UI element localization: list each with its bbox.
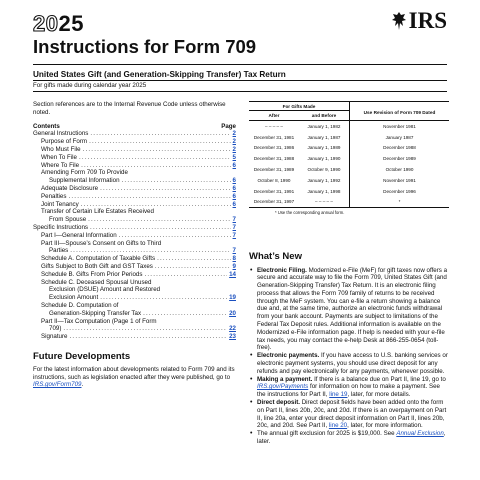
whats-new-item-text: Modernized e-File (MeF) for gift taxes now offers a secure and accurate way to file the Form 709, United States Gift (and Generation-Skipping Transfer) Tax Return. It is an electronic filing process that allows the Form 709 family of returns to be received through the MeF system. You can e-file a return showing a balance due and, at the same time, authorize an electronic funds withdrawal from your bank account. Payments are subject to limitations of the Federal Tax Deposit rules. Additional information is available on the Modernized e-File information page. If help is needed with your e-file tax needs, you may contact the e-help Desk at 866-255-0654 (toll-free). [257,266,448,352]
group-header: For Gifts Made [249,102,349,111]
form-subtitle: United States Gift (and Generation-Skipping Transfer) Tax Return [33,70,286,79]
toc-entry [33,208,236,216]
toc-page-link[interactable]: 7 [232,216,236,224]
toc-entry[interactable] [33,310,236,318]
whats-new-item-title: Making a payment. [257,375,313,383]
cell-revision: December 1988 [349,143,449,154]
table-row [249,197,449,208]
whats-new-item-title: Electronic payments. [257,352,320,360]
header-divider [33,91,447,92]
toc-page-link[interactable]: 7 [232,247,236,255]
toc-page-link[interactable]: 6 [232,177,236,185]
whats-new-item [249,399,449,430]
future-text-end: . [81,381,84,389]
toc-entry[interactable] [33,247,236,255]
revision-table-body [249,121,449,207]
table-row [249,175,449,186]
toc-entry-text: Where To File [41,161,80,169]
toc-entry[interactable] [33,177,236,185]
whats-new-link[interactable]: IRS.gov/Payments [257,383,309,391]
cell-revision: November 1981 [349,121,449,132]
cell-before: January 1, 1987 [307,134,341,140]
gifts-made-header [249,102,349,120]
table-of-contents [33,130,236,341]
toc-entry-text: Specific Instructions [33,223,89,231]
toc-entry-text: Penalties [41,192,67,200]
table-row [249,153,449,164]
cell-before: January 1, 1998 [307,188,341,194]
toc-entry-text: Who Must File [41,145,81,153]
revision-table-header [249,102,449,121]
toc-page-link[interactable]: 22 [229,325,236,333]
whats-new-line-link[interactable]: line 19 [329,391,348,399]
toc-entry[interactable] [33,154,236,162]
toc-entry [33,286,236,294]
toc-entry [33,318,236,326]
cell-after: December 31, 1989 [253,167,295,173]
table-row [249,143,449,154]
cell-before: January 1, 1982 [307,123,341,129]
toc-entry-text: Schedule D. Computation of [41,301,119,309]
toc-entry[interactable] [33,333,236,341]
whats-new-item-text: , later. [257,430,446,446]
toc-leader-dots [81,162,230,170]
toc-leader-dots [68,193,230,201]
whats-new-item-title: Electronic Filing. [257,266,307,274]
cell-after: October 8, 1990 [257,177,291,183]
toc-page-link[interactable]: 9 [232,262,236,270]
toc-page-link[interactable]: 19 [229,294,236,302]
toc-entry[interactable] [33,325,236,333]
sub-header [249,111,349,120]
toc-entry [33,240,236,248]
toc-leader-dots [89,138,230,146]
future-text: For the latest information about developments related to Form 709 and its instructions, such as legislation enacted after they were published, go to [33,365,235,381]
toc-entry-text: Supplemental Information [49,177,120,185]
toc-page-link[interactable]: 6 [232,200,236,208]
toc-entry[interactable] [33,138,236,146]
toc-entry-text: Part I—General Information [41,231,117,239]
cell-revision: October 1990 [349,164,449,175]
toc-page-link[interactable]: 23 [229,333,236,341]
toc-leader-dots [122,177,231,185]
toc-entry[interactable] [33,294,236,302]
table-footnote: * Use the corresponding annual form. [249,207,449,215]
whats-new-item-text: , later, for more information. [347,422,423,430]
table-row [249,186,449,197]
toc-leader-dots [157,255,230,263]
whats-new-item-title: Direct deposit. [257,399,300,407]
toc-entry-text: General Instructions [33,130,89,138]
title-divider [33,64,447,65]
toc-entry[interactable] [33,271,236,279]
whats-new-list [249,267,449,446]
cell-after: December 31, 1986 [253,145,295,151]
col-before: and Before [311,113,337,118]
toc-entry [33,279,236,287]
toc-entry-text: Amending Form 709 To Provide [41,169,128,177]
toc-entry[interactable] [33,201,236,209]
cell-revision: December 1989 [349,153,449,164]
cell-before: – – – – – [315,199,333,205]
toc-entry-text: Part II—Tax Computation (Page 1 of Form [41,317,157,325]
toc-entry[interactable] [33,224,236,232]
page-title: Instructions for Form 709 [33,36,257,57]
toc-entry[interactable] [33,216,236,224]
toc-entry-text: Exclusion (DSUE) Amount and Restored [49,286,161,294]
whats-new-item [249,430,449,446]
toc-entry-text: Adequate Disclosure [41,184,99,192]
toc-entry-text: Schedule C. Deceased Spousal Unused [41,278,152,286]
toc-entry [33,302,236,310]
cell-before: January 1, 1992 [307,177,341,183]
toc-leader-dots [144,271,227,279]
toc-page-link[interactable]: 2 [232,138,236,146]
toc-entry-text: Exclusion Amount [49,294,99,302]
cell-before: January 1, 1990 [307,156,341,162]
toc-entry-text: From Spouse [49,216,87,224]
toc-leader-dots [81,201,231,209]
whats-new-item-text: If you have access to U.S. banking services or electronic payment systems, you should use direct deposit for any refunds and pay electronically for any payments, whenever possible. [257,352,448,375]
toc-page-link[interactable]: 14 [229,270,236,278]
toc-leader-dots [70,247,230,255]
whats-new-item-text: If there is a balance due on Part II, line 19, go to [312,375,446,383]
cell-after: December 31, 1981 [253,134,295,140]
toc-entry-text: Purpose of Form [41,138,88,146]
toc-leader-dots [90,224,231,232]
toc-page-link[interactable]: 2 [232,130,236,138]
toc-entry-text: Generation-Skipping Transfer Tax [49,309,142,317]
whats-new-link[interactable]: Annual Exclusion [396,430,444,438]
toc-entry[interactable] [33,232,236,240]
toc-leader-dots [155,263,231,271]
contents-page-heading: Page [221,122,236,130]
whats-new-item [249,267,449,353]
toc-entry-text: 709) [49,325,62,333]
toc-entry-text: When To File [41,153,77,161]
col-revision: Use Revision of Form 709 Dated [349,102,449,120]
cell-after: December 31, 1991 [253,188,295,194]
cell-revision: December 1996 [349,186,449,197]
whats-new-item-text: , later, for more details. [347,391,411,399]
toc-leader-dots [100,294,227,302]
toc-entry[interactable] [33,255,236,263]
toc-page-link[interactable]: 6 [232,161,236,169]
toc-leader-dots [88,216,230,224]
cell-before: October 9, 1990 [307,167,341,173]
irs-logo-text: IRS [408,8,447,33]
toc-entry-text: Schedule A. Computation of Taxable Gifts [41,255,156,263]
toc-entry[interactable] [33,146,236,154]
form-year [33,13,84,35]
form709-link[interactable]: IRS.gov/Form709 [33,381,82,389]
toc-leader-dots [119,232,231,240]
toc-page-link[interactable]: 6 [232,192,236,200]
toc-page-link[interactable]: 7 [232,223,236,231]
year-outline: 20 [33,11,59,36]
toc-leader-dots [90,130,230,138]
cell-before: January 1, 1989 [307,145,341,151]
future-developments-text [33,366,236,389]
right-column [249,252,449,446]
whats-new-item-text: The annual gift exclusion for 2025 is $19,000. See [257,430,397,438]
subtitle-divider [33,80,447,81]
revision-table [249,101,449,215]
toc-entry-text: Joint Tenancy [41,200,79,208]
toc-entry[interactable] [33,263,236,271]
whats-new-item [249,352,449,375]
contents-header [33,123,236,131]
toc-entry[interactable] [33,185,236,193]
cell-after: December 31, 1988 [253,156,295,162]
table-row [249,132,449,143]
toc-page-link[interactable]: 2 [232,145,236,153]
toc-leader-dots [83,146,231,154]
col-after: After [268,113,280,118]
cell-revision: * [349,197,449,208]
cell-revision: January 1987 [349,132,449,143]
left-column [33,101,236,389]
form-subsubtitle: For gifts made during calendar year 2025 [33,82,147,89]
eagle-icon [391,11,407,31]
toc-leader-dots [143,310,227,318]
cell-revision: November 1991 [349,175,449,186]
whats-new-item-text: Direct deposit fields have been added onto the form on Part II, lines 20b, 20c, and 20d. If there is an overpayment on Part II, line 20a, enter your direct deposit information on Part II, lines 20b, 20c, and 20d. See Part II, [257,399,447,430]
toc-entry[interactable] [33,193,236,201]
contents-heading: Contents [33,122,60,130]
whats-new-item [249,376,449,399]
intro-text: Section references are to the Internal Revenue Code unless otherwise noted. [33,101,226,116]
toc-entry-text: Part III—Spouse’s Consent on Gifts to Third [41,239,162,247]
toc-entry-text: Parties [49,247,69,255]
future-developments-heading: Future Developments [33,350,131,362]
year-solid: 25 [58,11,84,36]
whats-new-heading: What’s New [249,251,302,262]
toc-leader-dots [79,154,231,162]
toc-entry-text: Signature [41,333,68,341]
toc-entry [33,169,236,177]
toc-page-link[interactable]: 8 [232,255,236,263]
cell-after: December 31, 1997 [253,199,295,205]
table-row [249,164,449,175]
toc-page-link[interactable]: 20 [229,309,236,317]
toc-page-link[interactable]: 5 [232,153,236,161]
whats-new-line-link[interactable]: line 20 [328,422,348,430]
toc-entry[interactable] [33,162,236,170]
toc-leader-dots [70,333,228,341]
toc-entry-text: Transfer of Certain Life Estates Received [41,208,154,216]
whats-new-item-text: for information on how to make a payment. See the instructions for Part II, [257,383,440,399]
toc-entry-text: Schedule B. Gifts From Prior Periods [41,270,143,278]
cell-after: – – – – – [265,123,283,129]
toc-leader-dots [100,185,230,193]
toc-leader-dots [63,325,227,333]
toc-entry[interactable] [33,130,236,138]
toc-page-link[interactable]: 6 [232,184,236,192]
table-row [249,121,449,132]
irs-logo [391,9,447,32]
toc-entry-text: Gifts Subject to Both Gift and GST Taxes [41,262,153,270]
toc-page-link[interactable]: 7 [232,231,236,239]
